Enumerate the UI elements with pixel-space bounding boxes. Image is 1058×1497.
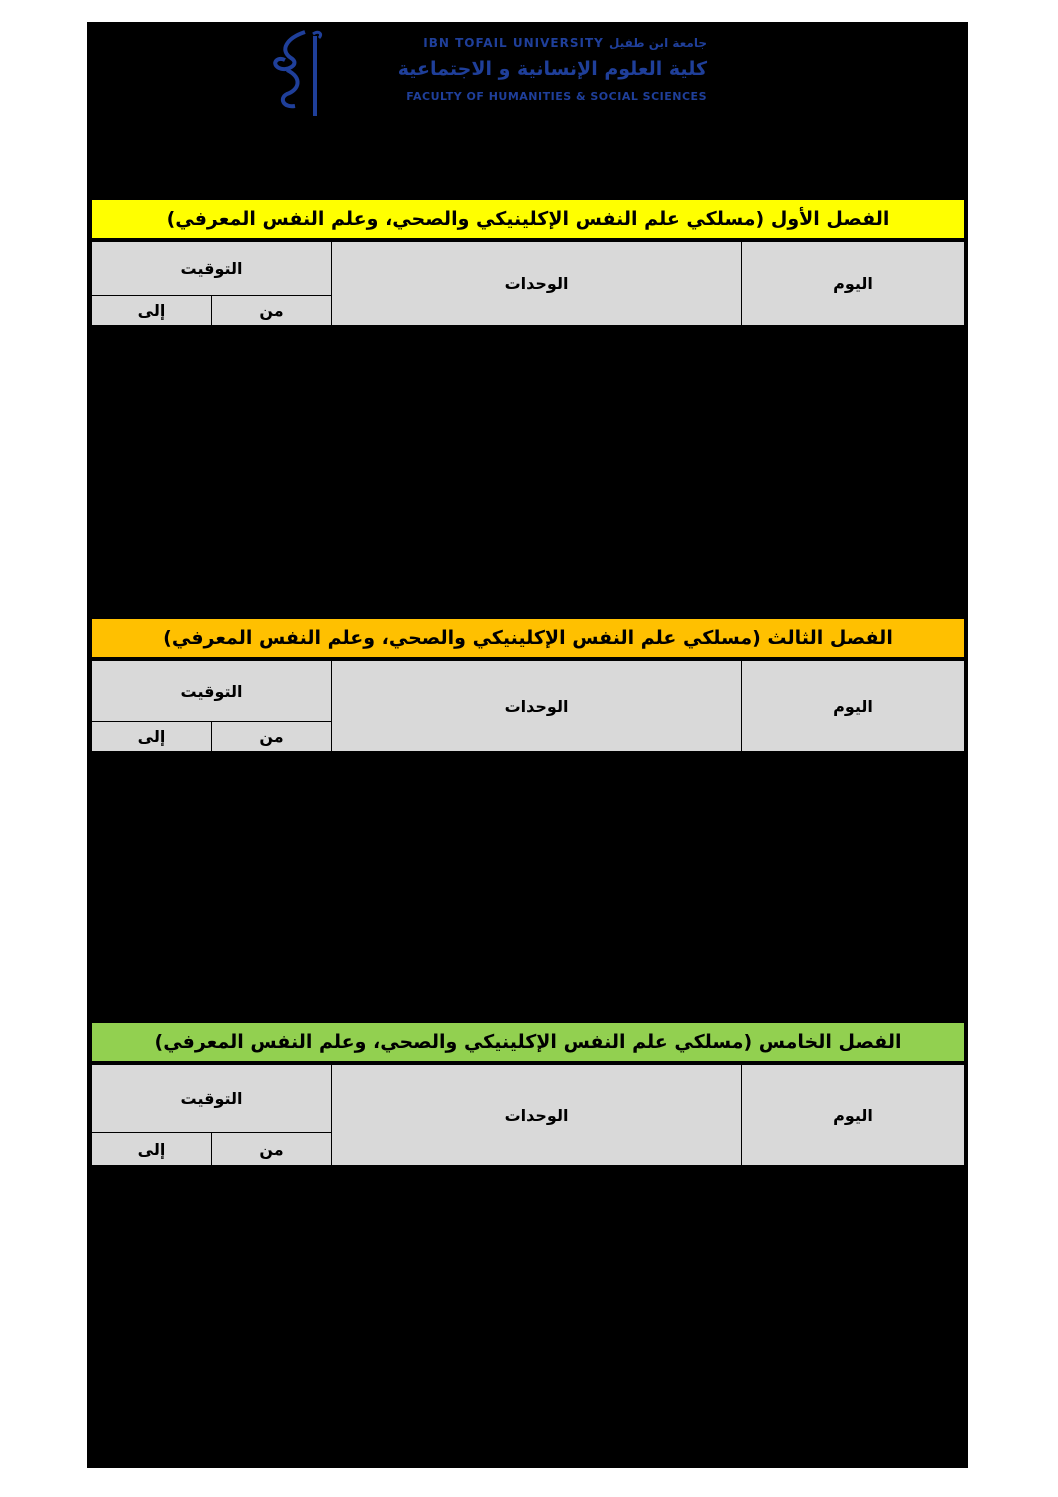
from-header: من	[211, 295, 332, 326]
to-header: إلى	[91, 295, 212, 326]
units-header: الوحدات	[331, 1064, 742, 1166]
semester-title: الفصل الخامس (مسلكي علم النفس الإكلينيكي والصحي، وعلم النفس المعرفي)	[91, 1022, 965, 1062]
day-header: اليوم	[741, 1064, 965, 1166]
to-header: إلى	[91, 721, 212, 752]
semester-title: الفصل الأول (مسلكي علم النفس الإكلينيكي والصحي، وعلم النفس المعرفي)	[91, 199, 965, 239]
faculty-name-arabic: كلية العلوم الإنسانية و الاجتماعية	[397, 58, 707, 80]
timing-header: التوقيت	[91, 1064, 332, 1133]
faculty-name-english: FACULTY OF HUMANITIES & SOCIAL SCIENCES	[406, 90, 707, 103]
timing-header: التوقيت	[91, 660, 332, 722]
units-header: الوحدات	[331, 241, 742, 326]
day-header: اليوم	[741, 241, 965, 326]
document-page	[87, 22, 968, 1468]
to-header: إلى	[91, 1132, 212, 1166]
units-header: الوحدات	[331, 660, 742, 752]
semester-title: الفصل الثالث (مسلكي علم النفس الإكلينيكي والصحي، وعلم النفس المعرفي)	[91, 618, 965, 658]
from-header: من	[211, 1132, 332, 1166]
university-name: IBN TOFAIL UNIVERSITY جامعة ابن طفيل	[423, 36, 707, 50]
day-header: اليوم	[741, 660, 965, 752]
university-emblem-icon	[257, 28, 327, 120]
from-header: من	[211, 721, 332, 752]
timing-header: التوقيت	[91, 241, 332, 296]
faculty-logo	[227, 22, 707, 124]
